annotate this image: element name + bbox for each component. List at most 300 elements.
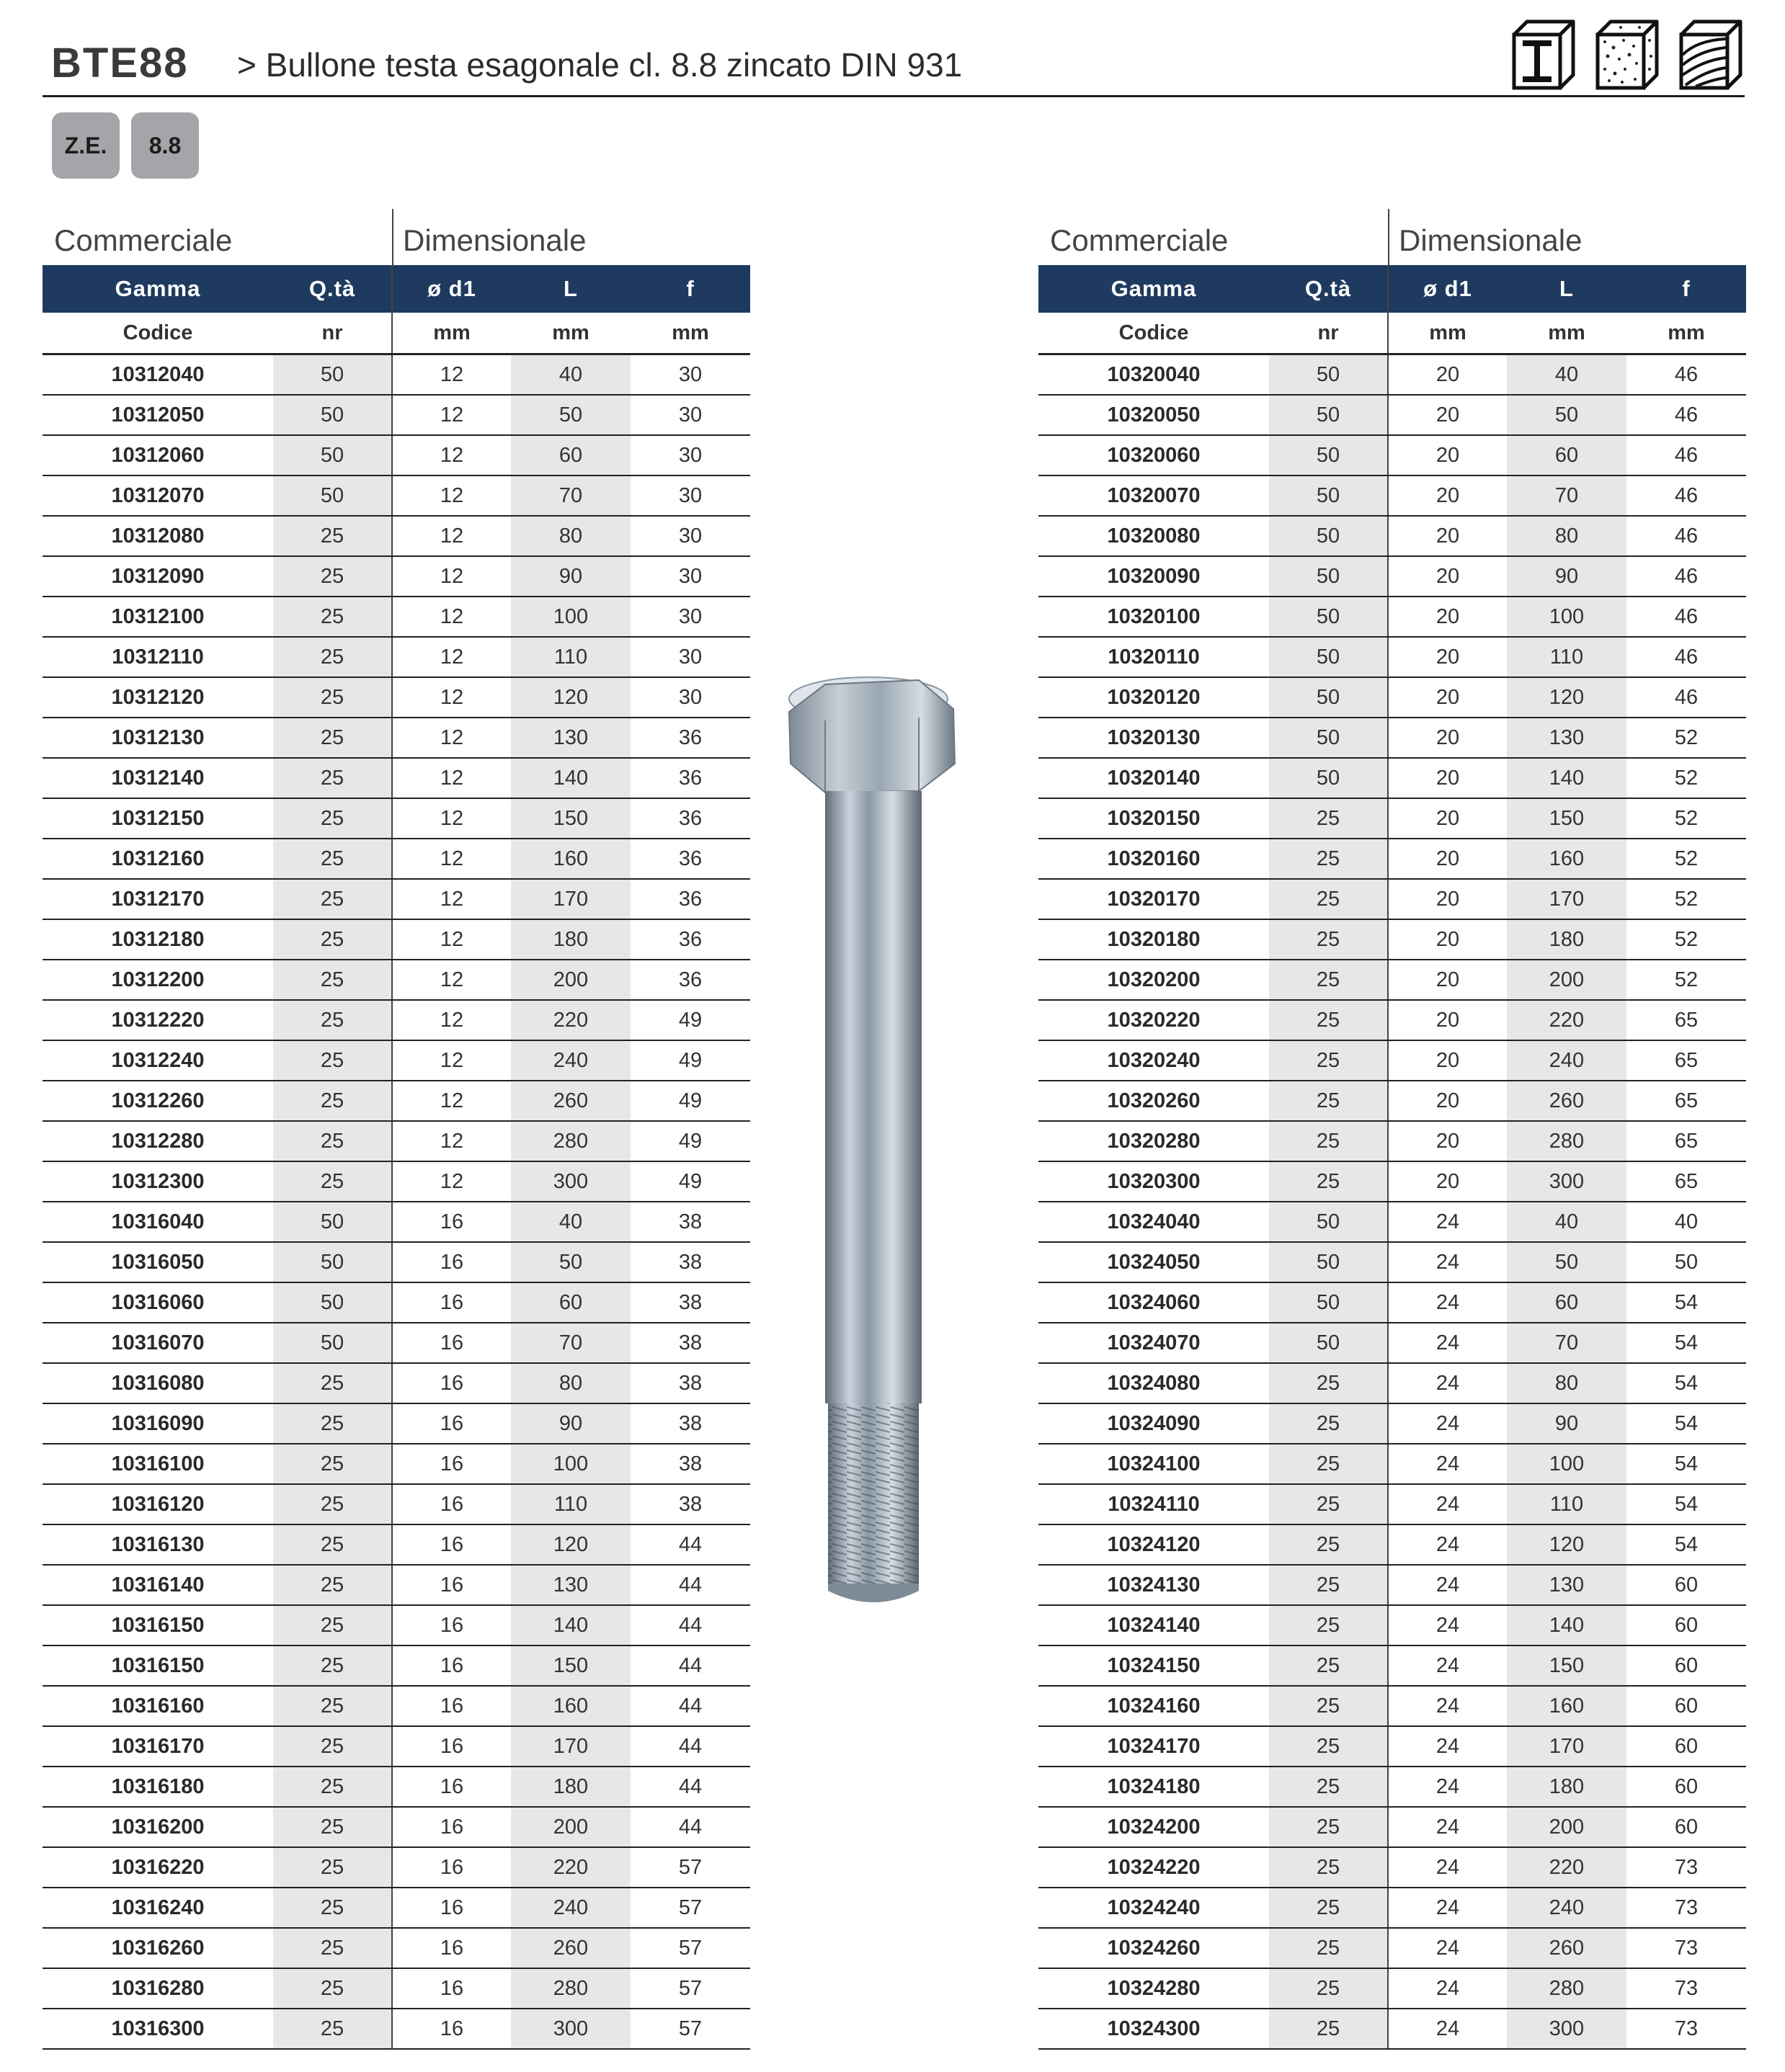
col-f: f: [1626, 265, 1746, 313]
cell-qta: 25: [1269, 1968, 1388, 2009]
cell-qta: 25: [273, 879, 392, 919]
cell-codice: 10320160: [1038, 839, 1269, 879]
cell-d1: 20: [1388, 435, 1507, 475]
cell-f: 54: [1626, 1524, 1746, 1565]
cell-qta: 25: [273, 1807, 392, 1847]
cell-d1: 16: [392, 1968, 511, 2009]
cell-codice: 10320100: [1038, 597, 1269, 637]
cell-f: 44: [631, 1726, 750, 1767]
cell-f: 30: [631, 395, 750, 435]
col-f: f: [631, 265, 750, 313]
cell-l: 300: [1507, 1161, 1626, 1202]
cell-l: 40: [511, 354, 631, 396]
cell-d1: 16: [392, 1363, 511, 1403]
cell-f: 60: [1626, 1565, 1746, 1605]
cell-f: 54: [1626, 1363, 1746, 1403]
cell-qta: 25: [1269, 960, 1388, 1000]
cell-d1: 20: [1388, 677, 1507, 718]
cell-codice: 10316050: [43, 1242, 273, 1282]
cell-d1: 12: [392, 1081, 511, 1121]
cell-l: 150: [511, 798, 631, 839]
cell-codice: 10320060: [1038, 435, 1269, 475]
table-row: [43, 1363, 750, 1403]
cell-f: 44: [631, 1645, 750, 1686]
cell-qta: 25: [273, 1444, 392, 1484]
col-qta: Q.tà: [1269, 265, 1388, 313]
col-qta: Q.tà: [273, 265, 392, 313]
cell-codice: 10324070: [1038, 1323, 1269, 1363]
cell-f: 52: [1626, 879, 1746, 919]
cell-qta: 25: [273, 1645, 392, 1686]
cell-l: 110: [1507, 1484, 1626, 1524]
table-row: [1038, 354, 1746, 396]
cell-codice: 10324180: [1038, 1767, 1269, 1807]
cell-d1: 16: [392, 1888, 511, 1928]
cell-d1: 16: [392, 1242, 511, 1282]
cell-l: 240: [511, 1040, 631, 1081]
table-row: [43, 1645, 750, 1686]
cell-f: 46: [1626, 637, 1746, 677]
cell-f: 49: [631, 1000, 750, 1040]
table-row: [1038, 839, 1746, 879]
cell-f: 57: [631, 2009, 750, 2049]
cell-qta: 25: [273, 718, 392, 758]
cell-f: 60: [1626, 1605, 1746, 1645]
cell-qta: 25: [273, 798, 392, 839]
cell-qta: 50: [1269, 677, 1388, 718]
cell-d1: 20: [1388, 1161, 1507, 1202]
group-dimensional: Dimensionale: [403, 223, 587, 257]
table-row: [43, 395, 750, 435]
cell-f: 44: [631, 1767, 750, 1807]
cell-d1: 20: [1388, 395, 1507, 435]
table-row: [1038, 1121, 1746, 1161]
cell-l: 240: [511, 1888, 631, 1928]
table-row: [1038, 1000, 1746, 1040]
table-row: [1038, 1282, 1746, 1323]
cell-qta: 50: [1269, 1323, 1388, 1363]
cell-l: 200: [511, 1807, 631, 1847]
cell-l: 200: [511, 960, 631, 1000]
cell-l: 130: [1507, 718, 1626, 758]
cell-codice: 10324240: [1038, 1888, 1269, 1928]
cell-qta: 25: [273, 1968, 392, 2009]
cell-qta: 25: [1269, 798, 1388, 839]
table-row: [43, 1524, 750, 1565]
cell-qta: 50: [1269, 637, 1388, 677]
table-row: [1038, 1565, 1746, 1605]
cell-codice: 10312160: [43, 839, 273, 879]
table-row: [1038, 1202, 1746, 1242]
cell-f: 65: [1626, 1161, 1746, 1202]
cell-qta: 25: [273, 1363, 392, 1403]
table-row: [1038, 677, 1746, 718]
cell-l: 70: [1507, 1323, 1626, 1363]
cell-codice: 10316090: [43, 1403, 273, 1444]
cell-l: 260: [511, 1081, 631, 1121]
cell-qta: 25: [1269, 879, 1388, 919]
product-table: [1038, 265, 1746, 2050]
cell-d1: 20: [1388, 475, 1507, 516]
cell-qta: 25: [1269, 1363, 1388, 1403]
table-row: [1038, 1605, 1746, 1645]
cell-codice: 10320200: [1038, 960, 1269, 1000]
cell-codice: 10324200: [1038, 1807, 1269, 1847]
cell-f: 30: [631, 597, 750, 637]
cell-codice: 10320300: [1038, 1161, 1269, 1202]
cell-f: 60: [1626, 1726, 1746, 1767]
cell-qta: 25: [273, 677, 392, 718]
cell-l: 130: [1507, 1565, 1626, 1605]
cell-l: 40: [1507, 354, 1626, 396]
cell-l: 300: [511, 1161, 631, 1202]
cell-codice: 10316300: [43, 2009, 273, 2049]
table-row: [1038, 1242, 1746, 1282]
cell-qta: 50: [273, 1282, 392, 1323]
cell-qta: 50: [1269, 435, 1388, 475]
cell-l: 180: [1507, 1767, 1626, 1807]
cell-l: 260: [1507, 1081, 1626, 1121]
cell-l: 280: [1507, 1968, 1626, 2009]
table-row: [1038, 1161, 1746, 1202]
cell-l: 40: [1507, 1202, 1626, 1242]
cell-codice: 10320240: [1038, 1040, 1269, 1081]
cell-f: 49: [631, 1161, 750, 1202]
cell-d1: 12: [392, 556, 511, 597]
table-row: [1038, 879, 1746, 919]
cell-d1: 24: [1388, 1968, 1507, 2009]
cell-codice: 10312130: [43, 718, 273, 758]
cell-l: 60: [1507, 1282, 1626, 1323]
cell-qta: 50: [273, 475, 392, 516]
unit-gamma: Codice: [43, 313, 273, 354]
table-row: [43, 1888, 750, 1928]
table-row: [43, 1686, 750, 1726]
cell-d1: 12: [392, 1121, 511, 1161]
cell-l: 70: [511, 475, 631, 516]
cell-l: 60: [511, 1282, 631, 1323]
cell-qta: 25: [1269, 1605, 1388, 1645]
cell-l: 240: [1507, 1888, 1626, 1928]
cell-f: 52: [1626, 919, 1746, 960]
table-row: [43, 1081, 750, 1121]
cell-l: 70: [511, 1323, 631, 1363]
cell-qta: 25: [1269, 1847, 1388, 1888]
cell-f: 50: [1626, 1242, 1746, 1282]
cell-d1: 16: [392, 1282, 511, 1323]
table-row: [1038, 1403, 1746, 1444]
cell-f: 38: [631, 1282, 750, 1323]
cell-d1: 20: [1388, 758, 1507, 798]
unit-d1: mm: [1388, 313, 1507, 354]
cell-codice: 10320110: [1038, 637, 1269, 677]
table-row: [43, 516, 750, 556]
cell-codice: 10324040: [1038, 1202, 1269, 1242]
cell-codice: 10316080: [43, 1363, 273, 1403]
cell-d1: 20: [1388, 1000, 1507, 1040]
unit-qta: nr: [273, 313, 392, 354]
cell-codice: 10316060: [43, 1282, 273, 1323]
cell-f: 38: [631, 1484, 750, 1524]
table-row: [1038, 2009, 1746, 2049]
cell-f: 54: [1626, 1282, 1746, 1323]
table-row: [1038, 1323, 1746, 1363]
cell-f: 46: [1626, 395, 1746, 435]
cell-l: 140: [1507, 1605, 1626, 1645]
cell-f: 44: [631, 1524, 750, 1565]
table-row: [1038, 1645, 1746, 1686]
cell-d1: 16: [392, 1847, 511, 1888]
cell-qta: 25: [1269, 1565, 1388, 1605]
table-row: [1038, 1928, 1746, 1968]
cell-d1: 20: [1388, 919, 1507, 960]
cell-f: 54: [1626, 1403, 1746, 1444]
cell-codice: 10312200: [43, 960, 273, 1000]
cell-d1: 16: [392, 1202, 511, 1242]
cell-codice: 10312120: [43, 677, 273, 718]
cell-l: 220: [511, 1847, 631, 1888]
cell-qta: 25: [273, 597, 392, 637]
table-row: [43, 798, 750, 839]
cell-qta: 25: [1269, 919, 1388, 960]
cell-f: 52: [1626, 798, 1746, 839]
cell-qta: 25: [273, 1081, 392, 1121]
table-row: [1038, 960, 1746, 1000]
cell-l: 300: [511, 2009, 631, 2049]
cell-codice: 10312170: [43, 879, 273, 919]
cell-f: 52: [1626, 758, 1746, 798]
cell-f: 38: [631, 1202, 750, 1242]
cell-l: 170: [1507, 879, 1626, 919]
cell-l: 100: [1507, 597, 1626, 637]
material-icons: [1508, 19, 1745, 91]
cell-qta: 50: [1269, 1242, 1388, 1282]
product-table: [43, 265, 750, 2050]
cell-qta: 25: [1269, 1081, 1388, 1121]
table-row: [43, 1282, 750, 1323]
table-row: [43, 1323, 750, 1363]
product-code: BTE88: [51, 40, 189, 86]
cell-d1: 24: [1388, 1565, 1507, 1605]
cell-d1: 20: [1388, 718, 1507, 758]
class-badge: 8.8: [131, 112, 199, 179]
group-header: [43, 209, 750, 265]
cell-d1: 20: [1388, 1121, 1507, 1161]
cell-f: 57: [631, 1847, 750, 1888]
table-row: [1038, 1524, 1746, 1565]
table-body: [1038, 354, 1746, 2050]
cell-d1: 24: [1388, 2009, 1507, 2049]
cell-qta: 50: [1269, 1202, 1388, 1242]
cell-codice: 10324280: [1038, 1968, 1269, 2009]
cell-l: 240: [1507, 1040, 1626, 1081]
cell-qta: 50: [1269, 1282, 1388, 1323]
cell-d1: 12: [392, 435, 511, 475]
table-row: [43, 1484, 750, 1524]
cell-codice: 10316200: [43, 1807, 273, 1847]
cell-f: 46: [1626, 435, 1746, 475]
cell-l: 50: [1507, 395, 1626, 435]
cell-d1: 24: [1388, 1686, 1507, 1726]
cell-qta: 25: [1269, 1928, 1388, 1968]
table-row: [43, 1040, 750, 1081]
col-gamma: Gamma: [1038, 265, 1269, 313]
table-row: [1038, 1807, 1746, 1847]
cell-d1: 24: [1388, 1524, 1507, 1565]
table-row: [43, 354, 750, 396]
cell-d1: 20: [1388, 556, 1507, 597]
cell-codice: 10312220: [43, 1000, 273, 1040]
table-row: [1038, 1767, 1746, 1807]
cell-d1: 24: [1388, 1282, 1507, 1323]
cell-qta: 25: [1269, 1040, 1388, 1081]
cell-codice: 10312040: [43, 354, 273, 396]
table-row: [43, 677, 750, 718]
cell-l: 180: [1507, 919, 1626, 960]
cell-codice: 10316180: [43, 1767, 273, 1807]
cell-l: 50: [511, 1242, 631, 1282]
cell-d1: 24: [1388, 1888, 1507, 1928]
cell-codice: 10312300: [43, 1161, 273, 1202]
cell-f: 30: [631, 475, 750, 516]
cell-qta: 25: [1269, 1524, 1388, 1565]
cell-l: 80: [511, 516, 631, 556]
cell-d1: 12: [392, 475, 511, 516]
cell-codice: 10312070: [43, 475, 273, 516]
cell-codice: 10316150: [43, 1645, 273, 1686]
cell-codice: 10324120: [1038, 1524, 1269, 1565]
cell-f: 30: [631, 354, 750, 396]
cell-d1: 12: [392, 879, 511, 919]
table-row: [43, 556, 750, 597]
table-row: [43, 1403, 750, 1444]
table-row: [1038, 395, 1746, 435]
table-row: [1038, 435, 1746, 475]
cell-qta: 25: [273, 758, 392, 798]
cell-l: 90: [1507, 556, 1626, 597]
cell-f: 38: [631, 1403, 750, 1444]
cell-d1: 24: [1388, 1363, 1507, 1403]
cell-l: 40: [511, 1202, 631, 1242]
table-row: [43, 1968, 750, 2009]
table-row: [1038, 1040, 1746, 1081]
cell-f: 73: [1626, 1968, 1746, 2009]
cell-codice: 10324050: [1038, 1242, 1269, 1282]
cell-f: 30: [631, 435, 750, 475]
cell-l: 50: [1507, 1242, 1626, 1282]
cell-d1: 16: [392, 2009, 511, 2049]
cell-qta: 50: [1269, 597, 1388, 637]
cell-codice: 10312080: [43, 516, 273, 556]
cell-f: 30: [631, 637, 750, 677]
cell-l: 280: [511, 1121, 631, 1161]
cell-f: 44: [631, 1686, 750, 1726]
cell-f: 46: [1626, 677, 1746, 718]
cell-codice: 10320140: [1038, 758, 1269, 798]
cell-d1: 20: [1388, 798, 1507, 839]
cell-codice: 10320080: [1038, 516, 1269, 556]
cell-codice: 10320180: [1038, 919, 1269, 960]
table-row: [43, 758, 750, 798]
table-row: [43, 1121, 750, 1161]
table-row: [1038, 919, 1746, 960]
cell-l: 140: [1507, 758, 1626, 798]
cell-d1: 24: [1388, 1847, 1507, 1888]
cell-l: 140: [511, 758, 631, 798]
cell-qta: 25: [273, 516, 392, 556]
cell-codice: 10320050: [1038, 395, 1269, 435]
concrete-icon: [1592, 19, 1661, 91]
cell-d1: 16: [392, 1928, 511, 1968]
cell-codice: 10316130: [43, 1524, 273, 1565]
cell-f: 38: [631, 1323, 750, 1363]
cell-qta: 50: [1269, 516, 1388, 556]
cell-l: 170: [511, 879, 631, 919]
cell-f: 44: [631, 1605, 750, 1645]
cell-l: 70: [1507, 475, 1626, 516]
table-row: [1038, 1363, 1746, 1403]
cell-qta: 25: [273, 1726, 392, 1767]
cell-f: 46: [1626, 516, 1746, 556]
cell-qta: 50: [273, 354, 392, 396]
cell-f: 46: [1626, 597, 1746, 637]
cell-f: 46: [1626, 475, 1746, 516]
cell-codice: 10320150: [1038, 798, 1269, 839]
cell-f: 46: [1626, 556, 1746, 597]
table-row: [43, 475, 750, 516]
cell-codice: 10324170: [1038, 1726, 1269, 1767]
cell-codice: 10312060: [43, 435, 273, 475]
table-row: [43, 435, 750, 475]
cell-d1: 12: [392, 395, 511, 435]
cell-d1: 12: [392, 798, 511, 839]
finish-badge: Z.E.: [52, 112, 120, 179]
cell-codice: 10324060: [1038, 1282, 1269, 1323]
cell-l: 150: [511, 1645, 631, 1686]
cell-f: 49: [631, 1081, 750, 1121]
cell-qta: 25: [1269, 1484, 1388, 1524]
cell-f: 38: [631, 1363, 750, 1403]
cell-f: 52: [1626, 839, 1746, 879]
cell-f: 38: [631, 1444, 750, 1484]
cell-codice: 10320090: [1038, 556, 1269, 597]
unit-f: mm: [631, 313, 750, 354]
cell-qta: 25: [1269, 1444, 1388, 1484]
unit-l: mm: [1507, 313, 1626, 354]
cell-codice: 10324160: [1038, 1686, 1269, 1726]
cell-f: 65: [1626, 1081, 1746, 1121]
cell-f: 54: [1626, 1444, 1746, 1484]
cell-f: 30: [631, 677, 750, 718]
cell-l: 120: [511, 1524, 631, 1565]
cell-f: 44: [631, 1565, 750, 1605]
cell-f: 49: [631, 1121, 750, 1161]
cell-f: 73: [1626, 1928, 1746, 1968]
cell-d1: 20: [1388, 354, 1507, 396]
cell-d1: 20: [1388, 879, 1507, 919]
cell-d1: 16: [392, 1807, 511, 1847]
col-d1: ø d1: [1388, 265, 1507, 313]
cell-codice: 10312280: [43, 1121, 273, 1161]
cell-qta: 50: [273, 1323, 392, 1363]
cell-codice: 10312100: [43, 597, 273, 637]
cell-d1: 12: [392, 1000, 511, 1040]
cell-f: 60: [1626, 1807, 1746, 1847]
cell-d1: 12: [392, 758, 511, 798]
cell-qta: 25: [273, 556, 392, 597]
cell-d1: 24: [1388, 1928, 1507, 1968]
table-row: [1038, 1968, 1746, 2009]
